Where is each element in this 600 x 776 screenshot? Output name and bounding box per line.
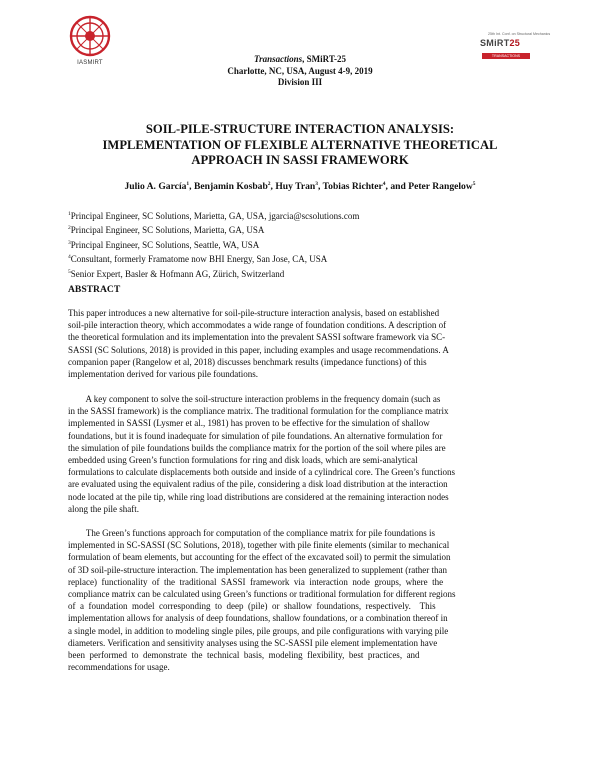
conference-header bbox=[0, 54, 600, 89]
text-line: replace) functionality of the traditional SASSI framework via interaction node groups, where the bbox=[68, 576, 444, 587]
text-line: the theoretical formulation and its implementation into the prevalent SASSI software framework via SC- bbox=[68, 332, 446, 343]
abstract-paragraph-1 bbox=[68, 307, 532, 380]
affiliation-list bbox=[68, 208, 538, 280]
text-line: embedded using Green’s function formulations for ring and disk loads, which are semi-analytical bbox=[68, 455, 418, 466]
author-name: Benjamin Kosbab bbox=[193, 181, 268, 192]
text-line: The Green’s functions approach for computation of the compliance matrix for pile foundations is bbox=[68, 528, 435, 538]
text-line: foundations, but it is found inadequate for simulation of pile foundations. An alternative formulation for bbox=[68, 430, 443, 441]
abstract-paragraph-3 bbox=[68, 527, 532, 673]
author-sep: , and bbox=[385, 181, 409, 192]
affiliation-item bbox=[68, 237, 538, 251]
abstract-heading: ABSTRACT bbox=[68, 284, 121, 295]
affiliation-item bbox=[68, 208, 538, 222]
header-location: Charlotte, NC, USA, August 4-9, 2019 bbox=[227, 65, 373, 76]
affiliation-sup: 4 bbox=[68, 254, 71, 261]
text-line: formulations to calculate displacements both outside and inside of a cylindrical core. The Green’s functions bbox=[68, 467, 455, 478]
text-line: in the SASSI framework) is the compliance matrix. The traditional formulation for the compliance matrix bbox=[68, 406, 449, 417]
smirt-logo-brand bbox=[480, 38, 520, 48]
header-conference: , SMiRT-25 bbox=[302, 54, 347, 64]
smirt-logo-tagline: 25th Int. Conf. on Structural Mechanics bbox=[488, 32, 551, 36]
author-sup: 2 bbox=[267, 181, 271, 187]
text-line: soil-pile interaction theory, which accommodates a wide range of foundation conditions. A description of bbox=[68, 320, 447, 331]
affiliation-sup: 5 bbox=[68, 268, 71, 275]
affiliation-text: Senior Expert, Basler & Hofmann AG, Zürich, Switzerland bbox=[70, 268, 285, 279]
affiliation-sup: 2 bbox=[68, 225, 71, 232]
text-line: A key component to solve the soil-structure interaction problems in the frequency domain (such as bbox=[68, 394, 441, 404]
author-sup: 5 bbox=[472, 181, 476, 187]
author-sup: 3 bbox=[315, 181, 318, 187]
text-line: companion paper (Rangelow et al, 2018) discusses benchmark results (impedance functions) of this bbox=[68, 356, 427, 367]
text-line: node located at the pile tip, while ring load distributions are considered at the remaining interaction nodes bbox=[68, 491, 449, 502]
text-line: of a foundation model corresponding to deep (pile) or shallow foundations, respectively. This bbox=[68, 601, 436, 612]
smirt-logo-band: TRANSACTIONS bbox=[482, 53, 530, 59]
text-line: the simulation of pile foundations builds the compliance matrix for the portion of the soil where piles are bbox=[68, 442, 446, 453]
author-sup: 4 bbox=[382, 181, 386, 187]
abstract-paragraph-2 bbox=[68, 393, 532, 515]
text-line: implemented in SC-SASSI (SC Solutions, 2018), together with pile finite elements (similar to mechanical bbox=[68, 540, 450, 551]
author-sep: , bbox=[270, 181, 276, 192]
author-name: Julio A. García bbox=[124, 181, 187, 192]
affiliation-item bbox=[68, 222, 538, 236]
affiliation-text: Principal Engineer, SC Solutions, Marietta, GA, USA, jgarcia@scsolutions.com bbox=[70, 211, 360, 221]
text-line: diameters. Verification and sensitivity analyses using the SC-SASSI pile element implementation have bbox=[68, 637, 438, 648]
iasmirt-emblem-icon bbox=[68, 14, 112, 58]
author-name: Tobias Richter bbox=[322, 181, 383, 192]
text-line: along the pile shaft. bbox=[68, 503, 139, 514]
text-line: are evaluated using the equivalent radius of the pile, considering a disk load distribution at the interaction bbox=[68, 479, 448, 490]
text-line: formulation of beam elements, but accounting for the effect of the excavated soil) to permit the simulation bbox=[68, 552, 451, 563]
iasmirt-caption: IASMIRT bbox=[77, 60, 103, 66]
text-line: a single model, in addition to modeling single piles, pile groups, and pile configurations with varying pile bbox=[68, 625, 449, 636]
title-line: IMPLEMENTATION OF FLEXIBLE ALTERNATIVE THEORETICAL bbox=[102, 137, 498, 152]
affiliation-text: Consultant, formerly Framatome now BHI Energy, San Jose, CA, USA bbox=[70, 254, 328, 265]
affiliation-sup: 3 bbox=[68, 239, 71, 246]
affiliation-sup: 1 bbox=[68, 211, 71, 217]
text-line: of 3D soil-pile-structure interaction. The implementation has been generalized to supplement (rather than bbox=[68, 564, 447, 575]
text-line: implemented in SASSI (Lysmer et al., 1981) has proven to be effective for the simulation of shallow bbox=[68, 418, 430, 429]
text-line: SASSI (SC Solutions, 2018) is provided in this paper, including examples and usage recommendations. A bbox=[68, 344, 449, 355]
smirt-logo-number: 25 bbox=[509, 38, 521, 48]
paper-title bbox=[60, 122, 540, 169]
text-line: recommendations for usage. bbox=[68, 662, 170, 673]
author-sep: , bbox=[189, 181, 194, 192]
text-line: compliance matrix can be calculated using Green’s functions or traditional formulation for different regions bbox=[68, 589, 456, 600]
text-line: This paper introduces a new alternative for soil-pile-structure interaction analysis, based on established bbox=[68, 308, 440, 318]
text-line: implementation allows for analysis of deep foundations, shallow foundations, or a combination thereof in bbox=[68, 613, 448, 624]
header-division: Division III bbox=[277, 77, 323, 87]
author-sup: 1 bbox=[186, 181, 190, 187]
affiliation-text: Principal Engineer, SC Solutions, Marietta, GA, USA bbox=[70, 225, 265, 236]
header-transactions: Transactions bbox=[253, 54, 303, 64]
title-line: APPROACH IN SASSI FRAMEWORK bbox=[191, 153, 409, 167]
affiliation-text: Principal Engineer, SC Solutions, Seattle, WA, USA bbox=[70, 239, 260, 250]
author-sep: , bbox=[318, 181, 323, 192]
author-list bbox=[40, 181, 560, 192]
title-line: SOIL-PILE-STRUCTURE INTERACTION ANALYSIS: bbox=[145, 122, 455, 136]
header-transactions-line bbox=[0, 54, 600, 66]
author-name: Huy Tran bbox=[275, 181, 316, 192]
text-line: implementation derived for various pile foundations. bbox=[68, 369, 258, 380]
affiliation-item bbox=[68, 266, 538, 280]
affiliation-item bbox=[68, 251, 538, 265]
smirt-logo-word: SMiRT bbox=[480, 38, 510, 48]
author-name: Peter Rangelow bbox=[408, 181, 473, 192]
text-line: been performed to demonstrate the technical basis, modeling flexibility, best practices, and bbox=[68, 650, 420, 661]
